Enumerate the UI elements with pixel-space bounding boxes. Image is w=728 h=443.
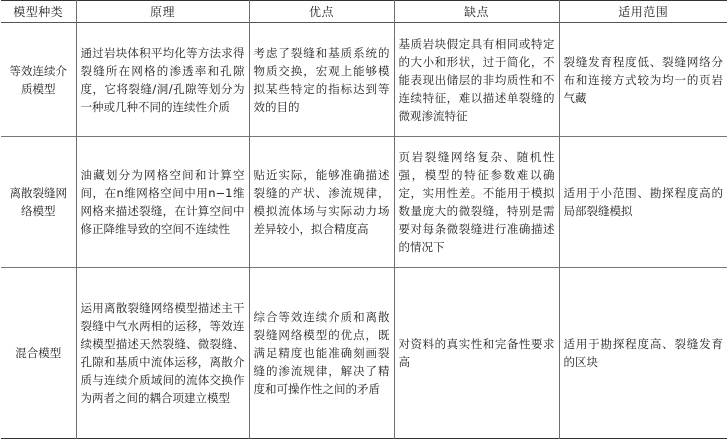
principle-cell: 油藏划分为网格空间和计算空间，在n维网格空间中用n−1维网格来描述裂缝，在计算空间中修正降维导致的空间不连续性 bbox=[76, 137, 249, 268]
header-scope: 适用范围 bbox=[618, 5, 669, 19]
advantages-cell: 贴近实际，能够准确描述裂缝的产状、渗流规律，模拟流体场与实际动力场差异较小，拟合精度高 bbox=[249, 137, 394, 268]
principle-cell: 通过岩块体积平均化等方法求得裂缝所在网格的渗透率和孔隙度，它将裂缝/洞/孔隙等划分为一种或几种不同的连续性介质 bbox=[76, 23, 249, 137]
scope-cell: 适用于小范围、勘探程度高的局部裂缝模拟 bbox=[563, 186, 723, 218]
table-row bbox=[1, 268, 727, 439]
table-row bbox=[1, 23, 727, 137]
disadvantages-cell: 对资料的真实性和完备性要求高 bbox=[394, 268, 559, 439]
header-disadvantages: 缺点 bbox=[394, 1, 559, 23]
disadvantages-cell: 页岩裂缝网络复杂、随机性强，模型的特征参数难以确定，实用性差。不能用于模拟数量庞大的微裂缝，特别是需要对每条微裂缝进行准确描述的情况下 bbox=[394, 137, 559, 268]
table-row bbox=[1, 137, 727, 268]
header-model-type: 模型种类 bbox=[1, 1, 76, 23]
scope-cell: 适用于勘探程度高、裂缝发育的区块 bbox=[563, 337, 723, 369]
model-type-cell: 混合模型 bbox=[1, 268, 76, 439]
advantages-cell: 考虑了裂缝和基质系统的物质交换，宏观上能够模拟某些特定的指标达到等效的目的 bbox=[249, 23, 394, 137]
model-type-cell: 等效连续介质模型 bbox=[1, 23, 76, 137]
header-row bbox=[1, 1, 727, 23]
disadvantages-cell: 基质岩块假定具有相同或特定的大小和形状，过于简化，不能表现出储层的非均质性和不连续特征，难以描述单裂缝的微观渗流特征 bbox=[394, 23, 559, 137]
advantages-cell: 综合等效连续介质和离散裂缝网络模型的优点，既满足精度也能准确刻画裂缝的渗流规律，解决了精度和可操作性之间的矛盾 bbox=[249, 268, 394, 439]
scope-cell: 裂缝发育程度低、裂缝网络分布和连接方式较为均一的页岩气藏 bbox=[563, 54, 723, 105]
principle-cell: 运用离散裂缝网络模型描述主干裂缝中气水两相的运移，等效连续模型描述天然裂缝、微裂缝、孔隙和基质中流体运移，离散介质与连续介质域间的流体交换作为两者之间的耦合项建立模型 bbox=[76, 268, 249, 439]
header-advantages: 优点 bbox=[249, 1, 394, 23]
header-principle: 原理 bbox=[76, 1, 249, 23]
model-type-cell: 离散裂缝网络模型 bbox=[1, 137, 76, 268]
comparison-table bbox=[1, 0, 727, 439]
